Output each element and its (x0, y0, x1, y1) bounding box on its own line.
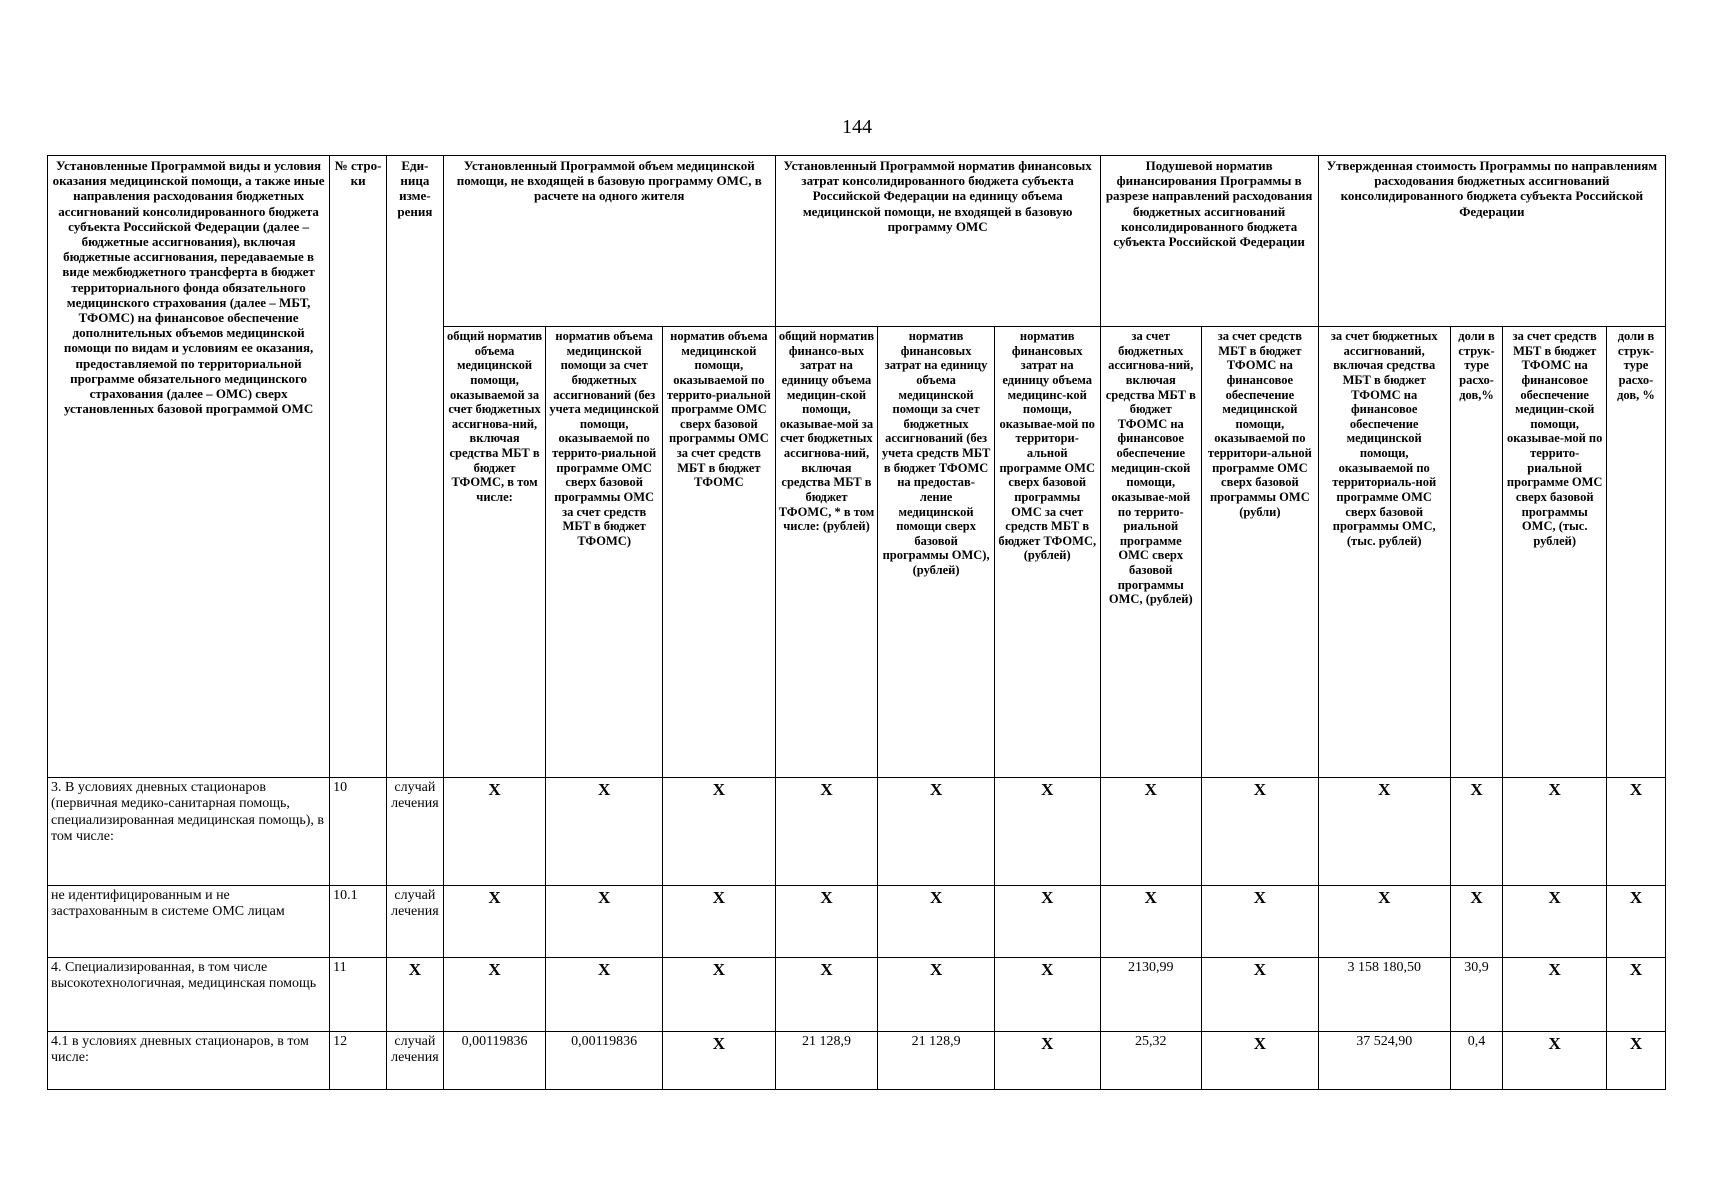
table-cell: Х (443, 958, 546, 1032)
subheader-cell: доли в струк-туре расхо-дов, % (1606, 327, 1665, 778)
table-cell: Х (994, 958, 1100, 1032)
table-cell: 21 128,9 (775, 1032, 878, 1090)
table-row (48, 886, 1666, 958)
row-name: 4. Специализированная, в том числе высокотехнологичная, медицинская помощь (48, 958, 330, 1032)
table-cell: Х (546, 958, 663, 1032)
row-number: 10.1 (330, 886, 387, 958)
header-row-top (48, 156, 1666, 327)
table-cell: Х (1318, 778, 1450, 886)
table-cell: 21 128,9 (878, 1032, 995, 1090)
table-cell: Х (1606, 958, 1665, 1032)
table-cell: Х (994, 778, 1100, 886)
subheader-cell: норматив объема медицинской помощи, оказываемой по террито-риальной программе ОМС сверх базовой программы ОМС за счет средств МБТ в бюджет ТФОМС (663, 327, 776, 778)
header-row-number: № стро-ки (330, 156, 387, 778)
table-cell: Х (1503, 1032, 1607, 1090)
table-cell: Х (663, 886, 776, 958)
table-cell: 0,00119836 (546, 1032, 663, 1090)
table-cell: 37 524,90 (1318, 1032, 1450, 1090)
table-cell: Х (994, 886, 1100, 958)
row-unit: случай лечения (386, 778, 443, 886)
table-cell: 0,00119836 (443, 1032, 546, 1090)
table-cell: Х (1606, 778, 1665, 886)
table-cell: Х (1100, 886, 1201, 958)
table-cell: Х (878, 778, 995, 886)
table-cell: Х (1318, 886, 1450, 958)
table-cell: Х (1202, 958, 1319, 1032)
table-cell: Х (1450, 886, 1503, 958)
subheader-cell: норматив объема медицинской помощи за счет бюджетных ассигнований (без учета медицинской помощи, оказываемой по террито-риальной программе ОМС сверх базовой программы ОМС за счет средств МБТ в бюджет ТФОМС) (546, 327, 663, 778)
table-cell: 0,4 (1450, 1032, 1503, 1090)
program-table (47, 155, 1666, 1090)
table-cell: Х (1450, 778, 1503, 886)
table-cell: Х (443, 778, 546, 886)
table-cell: 25,32 (1100, 1032, 1201, 1090)
row-unit: случай лечения (386, 886, 443, 958)
header-type-conditions: Установленные Программой виды и условия оказания медицинской помощи, а также иные направления расходования бюджетных ассигнований консолидированного бюджета субъекта Российской Федерации (далее – бюджетные ассигнования), включая бюджетные ассигнования, передаваемые в виде межбюджетного трансферта в бюджет территориального фонда обязательного медицинского страхования (далее – МБТ, ТФОМС) на финансовое обеспечение дополнительных объемов медицинской помощи по видам и условиям ее оказания, предоставляемой по территориальной программе обязательного медицинского страхования (далее – ОМС) сверх установленных базовой программой ОМС (48, 156, 330, 778)
subheader-cell: доли в струк-туре расхо-дов,% (1450, 327, 1503, 778)
row-name: не идентифицированным и не застрахованным в системе ОМС лицам (48, 886, 330, 958)
header-unit: Еди-ница изме-рения (386, 156, 443, 778)
table-cell: Х (1606, 1032, 1665, 1090)
row-number: 11 (330, 958, 387, 1032)
table-cell: Х (1100, 778, 1201, 886)
row-unit: Х (386, 958, 443, 1032)
table-cell: Х (1503, 958, 1607, 1032)
table-cell: Х (1202, 778, 1319, 886)
table-cell: Х (443, 886, 546, 958)
subheader-cell: за счет средств МБТ в бюджет ТФОМС на финансовое обеспечение медицин-ской помощи, оказывае-мой по террито-риальной программе ОМС сверх базовой программы ОМС, (тыс. рублей) (1503, 327, 1607, 778)
table-cell: Х (1503, 886, 1607, 958)
subheader-cell: норматив финансовых затрат на единицу объема медицинс-кой помощи, оказывае-мой по территори-альной программе ОМС сверх базовой программы ОМС за счет средств МБТ в бюджет ТФОМС, (рублей) (994, 327, 1100, 778)
table-cell: Х (1503, 778, 1607, 886)
header-approved-cost-group: Утвержденная стоимость Программы по направлениям расходования бюджетных ассигнований консолидированного бюджета субъекта Российской Федерации (1318, 156, 1665, 327)
row-number: 10 (330, 778, 387, 886)
table-cell: Х (1202, 886, 1319, 958)
subheader-cell: за счет бюджетных ассигнова-ний, включая средства МБТ в бюджет ТФОМС на финансовое обеспечение медицин-ской помощи, оказывае-мой по террито-риальной программе ОМС сверх базовой программы ОМС, (рублей) (1100, 327, 1201, 778)
table-cell: Х (775, 886, 878, 958)
header-per-capita-group: Подушевой норматив финансирования Программы в разрезе направлений расходования бюджетных ассигнований консолидированного бюджета субъекта Российской Федерации (1100, 156, 1318, 327)
row-name: 4.1 в условиях дневных стационаров, в том числе: (48, 1032, 330, 1090)
subheader-cell: за счет средств МБТ в бюджет ТФОМС на финансовое обеспечение медицинской помощи, оказываемой по территори-альной программе ОМС сверх базовой программы ОМС (рубли) (1202, 327, 1319, 778)
row-name: 3. В условиях дневных стационаров (первичная медико-санитарная помощь, специализированная медицинская помощь), в том числе: (48, 778, 330, 886)
header-volume-group: Установленный Программой объем медицинской помощи, не входящей в базовую программу ОМС, в расчете на одного жителя (443, 156, 775, 327)
table-cell: Х (994, 1032, 1100, 1090)
table-cell: Х (546, 886, 663, 958)
table-cell: Х (775, 778, 878, 886)
table-cell: Х (663, 778, 776, 886)
table-cell: 3 158 180,50 (1318, 958, 1450, 1032)
header-cost-norm-group: Установленный Программой норматив финансовых затрат консолидированного бюджета субъекта Российской Федерации на единицу объема медицинской помощи, не входящей в базовую программу ОМС (775, 156, 1100, 327)
subheader-cell: общий норматив финансо-вых затрат на единицу объема медицин-ской помощи, оказывае-мой за счет бюджетных ассигнова-ний, включая средства МБТ в бюджет ТФОМС, * в том числе: (рублей) (775, 327, 878, 778)
subheader-cell: общий норматив объема медицинской помощи, оказываемой за счет бюджетных ассигнова-ний, включая средства МБТ в бюджет ТФОМС, в том числе: (443, 327, 546, 778)
table-cell: Х (663, 958, 776, 1032)
table-row (48, 778, 1666, 886)
row-number: 12 (330, 1032, 387, 1090)
table-cell: Х (775, 958, 878, 1032)
table-row (48, 1032, 1666, 1090)
table-cell: Х (1606, 886, 1665, 958)
table-cell: 2130,99 (1100, 958, 1201, 1032)
table-cell: Х (546, 778, 663, 886)
table-cell: 30,9 (1450, 958, 1503, 1032)
row-unit: случай лечения (386, 1032, 443, 1090)
table-row (48, 958, 1666, 1032)
table-body (48, 778, 1666, 1090)
table-cell: Х (878, 886, 995, 958)
table-cell: Х (878, 958, 995, 1032)
page-number: 144 (842, 116, 872, 138)
subheader-cell: за счет бюджетных ассигнований, включая средства МБТ в бюджет ТФОМС на финансовое обеспечение медицинской помощи, оказываемой по территориаль-ной программе ОМС сверх базовой программы ОМС, (тыс. рублей) (1318, 327, 1450, 778)
table-cell: Х (663, 1032, 776, 1090)
subheader-cell: норматив финансовых затрат на единицу объема медицинской помощи за счет бюджетных ассигнований (без учета средств МБТ в бюджет ТФОМС на предостав-ление медицинской помощи сверх базовой программы ОМС), (рублей) (878, 327, 995, 778)
table-cell: Х (1202, 1032, 1319, 1090)
